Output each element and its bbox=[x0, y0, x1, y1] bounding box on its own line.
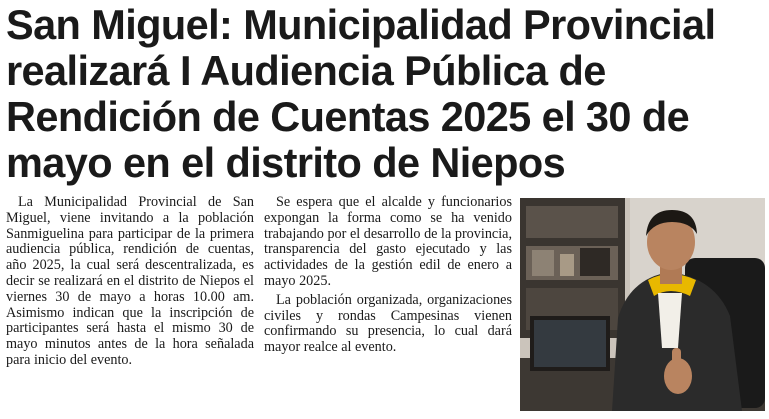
headline-line-1: San Miguel: Municipalidad Provincial bbox=[6, 1, 716, 48]
headline-line-4: mayo en el distrito de Niepos bbox=[6, 139, 566, 186]
photo-illustration bbox=[520, 198, 765, 411]
article-photo bbox=[520, 198, 765, 411]
headline-line-3: Rendición de Cuentas 2025 el 30 de bbox=[6, 93, 690, 140]
column-1-paragraph-1: La Municipalidad Provincial de San Miguel, viene invitando a la población Sanmiguelina para participar de la primera audiencia pública, rendición de cuentas, año 2025, la cual será descentralizada, es decir se realizará en el distrito de Niepos el viernes 30 de mayo a horas 10.00 am. Asimismo indican que la inscripción de participantes será hasta el mismo 30 de mayo minutos antes de la hora señalada para inicio del evento. bbox=[6, 194, 254, 368]
headline bbox=[6, 2, 766, 186]
column-2-paragraph-1: Se espera que el alcalde y funcionarios expongan la forma como se ha venido trabajando por el desarrollo de la provincia, transparencia del gasto ejecutado y las actividades de la gestión edil de enero a mayo 2025. bbox=[264, 194, 512, 289]
headline-line-2: realizará I Audiencia Pública de bbox=[6, 47, 606, 94]
article-column-2 bbox=[264, 195, 512, 356]
article-column-1 bbox=[6, 195, 254, 369]
column-2-paragraph-2: La población organizada, organizaciones civiles y rondas Campesinas vienen confirmando su presencia, lo cual dará mayor realce al evento. bbox=[264, 291, 512, 356]
